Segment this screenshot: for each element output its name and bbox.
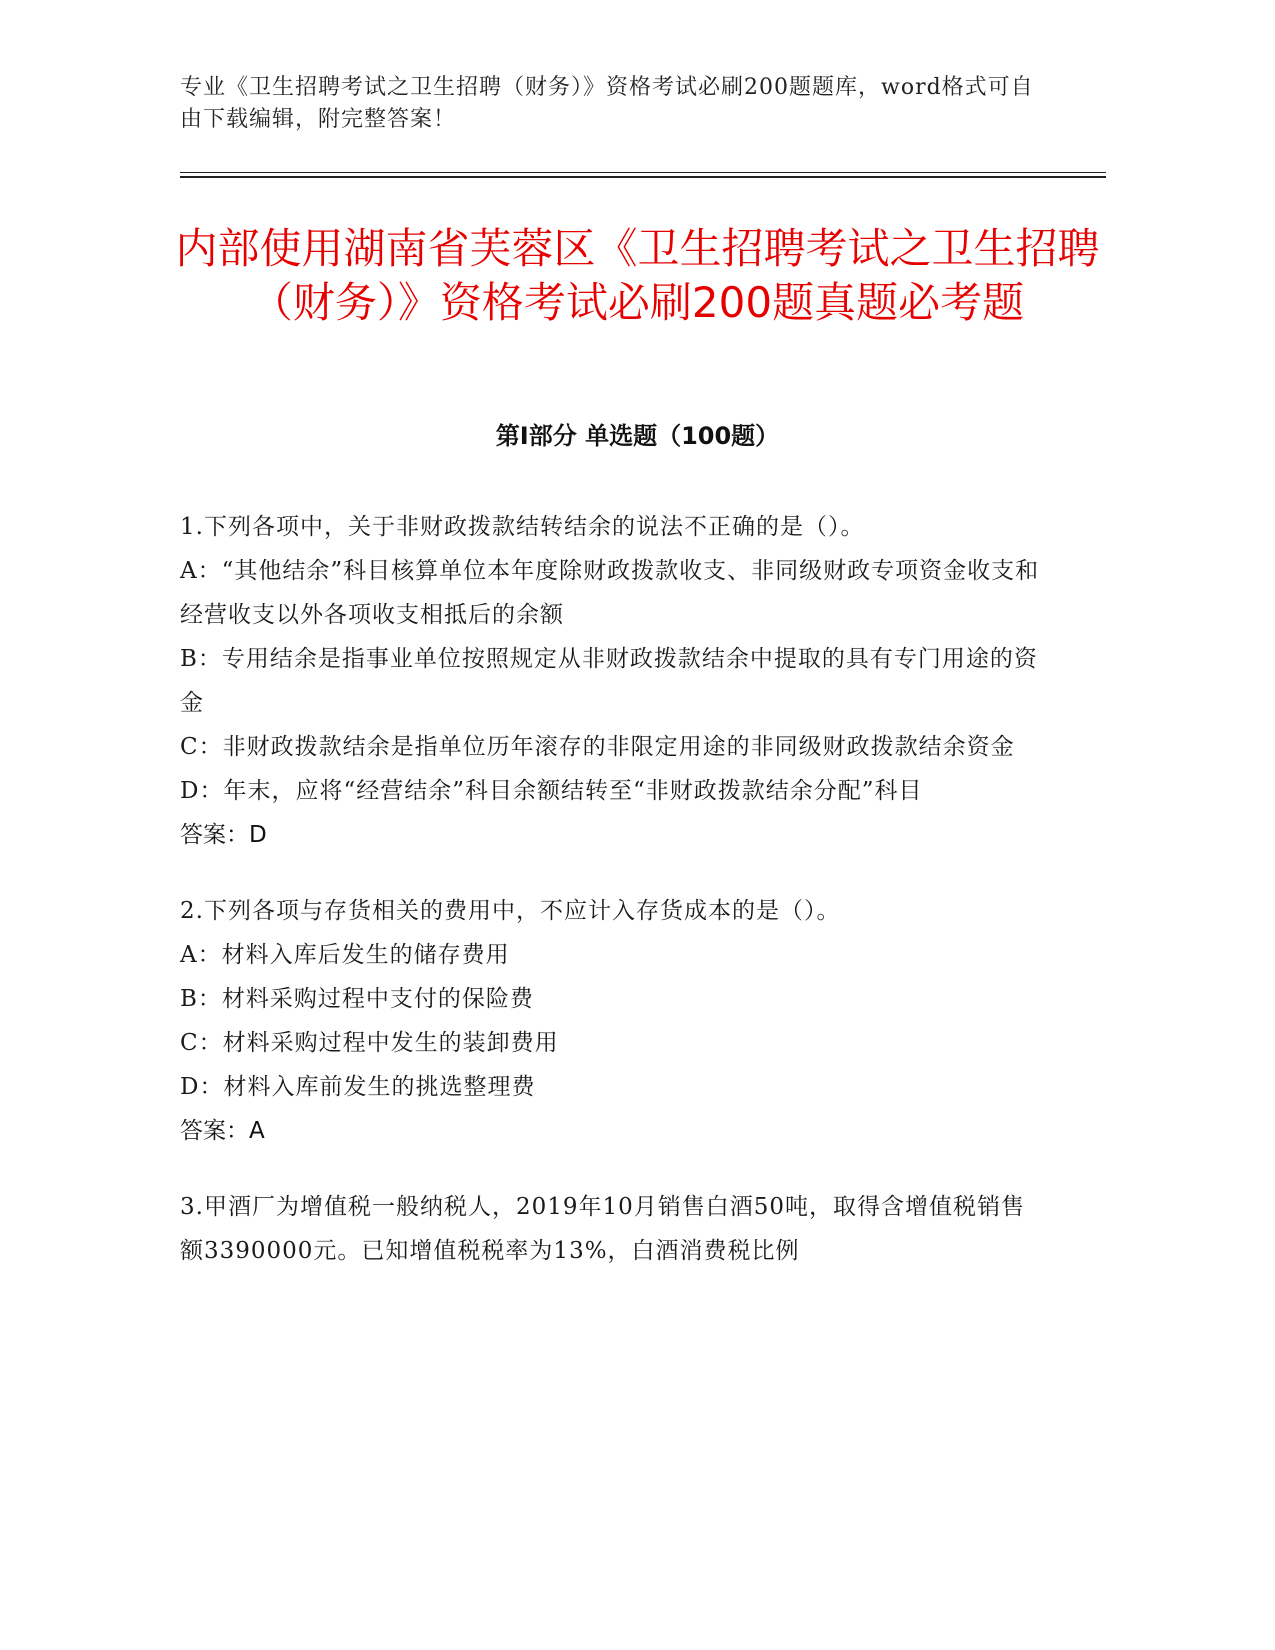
header-divider-thick — [180, 176, 1106, 178]
header-note: 专业《卫生招聘考试之卫生招聘（财务）》资格考试必刷200题题库，word格式可自由下载编辑，附完整答案！ — [180, 75, 1034, 132]
question-3 — [180, 1185, 1040, 1273]
question-list — [180, 505, 1040, 1305]
section-heading: 第Ⅰ部分 单选题（100题） — [495, 422, 780, 450]
option-a: A：“其他结余”科目核算单位本年度除财政拨款收支、非同级财政专项资金收支和经营收支以外各项收支相抵后的余额 — [180, 558, 1040, 628]
answer: 答案：D — [180, 822, 267, 848]
option-b: B：材料采购过程中支付的保险费 — [180, 986, 534, 1012]
question-2 — [180, 889, 1040, 1153]
option-c: C：材料采购过程中发生的装卸费用 — [180, 1030, 559, 1056]
question-stem: 1.下列各项中，关于非财政拨款结转结余的说法不正确的是（）。 — [180, 514, 865, 540]
option-d: D：材料入库前发生的挑选整理费 — [180, 1074, 536, 1100]
question-stem: 3.甲酒厂为增值税一般纳税人，2019年10月销售白酒50吨，取得含增值税销售额3390000元。已知增值税税率为13%，白酒消费税比例 — [180, 1194, 1026, 1264]
answer: 答案：A — [180, 1118, 265, 1144]
option-d: D：年末，应将“经营结余”科目余额结转至“非财政拨款结余分配”科目 — [180, 778, 923, 804]
question-stem: 2.下列各项与存货相关的费用中，不应计入存货成本的是（）。 — [180, 898, 841, 924]
option-c: C：非财政拨款结余是指单位历年滚存的非限定用途的非同级财政拨款结余资金 — [180, 734, 1015, 760]
option-b: B：专用结余是指事业单位按照规定从非财政拨款结余中提取的具有专门用途的资金 — [180, 646, 1038, 716]
option-a: A：材料入库后发生的储存费用 — [180, 942, 510, 968]
document-title: 内部使用湖南省芙蓉区《卫生招聘考试之卫生招聘（财务）》资格考试必刷200题真题必考题 — [175, 224, 1100, 327]
header-divider-thin — [180, 172, 1106, 173]
question-1 — [180, 505, 1040, 857]
